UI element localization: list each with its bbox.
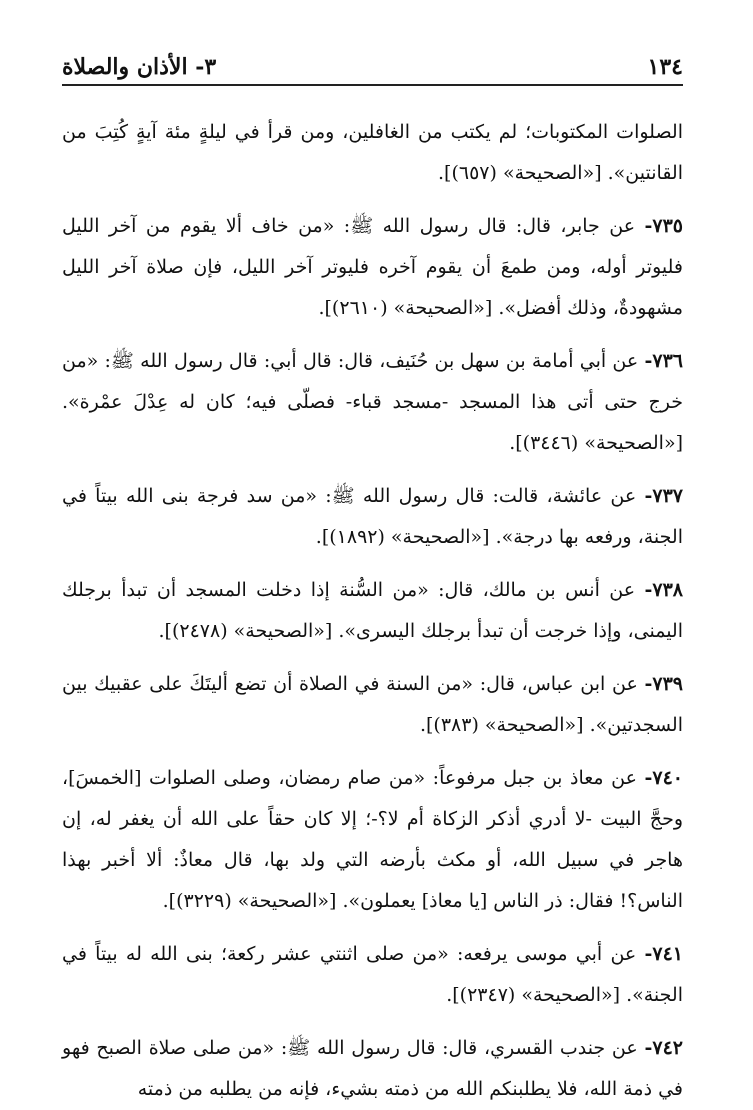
hadith-number: ٧٣٩- xyxy=(644,673,683,695)
hadith-738 xyxy=(62,570,683,652)
hadith-740 xyxy=(62,758,683,922)
hadith-number: ٧٣٧- xyxy=(644,485,683,507)
hadith-742 xyxy=(62,1028,683,1110)
hadith-739 xyxy=(62,664,683,746)
hadith-number: ٧٣٦- xyxy=(644,350,683,372)
hadith-736 xyxy=(62,341,683,464)
hadith-735 xyxy=(62,206,683,329)
hadith-text: عن معاذ بن جبل مرفوعاً: «من صام رمضان، وصلى الصلوات [الخمسَ]، وحجَّ البيت -لا أدري أذكر الزكاة أم لا؟-؛ إلا كان حقاً على الله أن يغفر له، إن هاجر في سبيل الله، أو مكث بأرضه التي ولد بها، قال معاذٌ: ألا أخبر بهذا الناس؟! فقال: ذر الناس [يا معاذ] يعملون». [«الصحيحة» (٣٢٢٩)]. xyxy=(62,767,683,912)
hadith-text: عن جابر، قال: قال رسول الله ﷺ: «من خاف ألا يقوم من آخر الليل فليوتر أوله، ومن طمعَ أن يقوم آخره فليوتر آخر الليل، فإن صلاة آخر الليل مشهودةٌ، وذلك أفضل». [«الصحيحة» (٢٦١٠)]. xyxy=(62,215,683,319)
page-number: ١٣٤ xyxy=(647,54,683,80)
hadith-741 xyxy=(62,934,683,1016)
hadith-number: ٧٣٨- xyxy=(644,579,683,601)
hadith-text: عن جندب القسري، قال: قال رسول الله ﷺ: «من صلى صلاة الصبح فهو في ذمة الله، فلا يطلبنكم الله من ذمته بشيء، فإنه من يطلبه من ذمته xyxy=(62,1037,683,1100)
hadith-text: عن عائشة، قالت: قال رسول الله ﷺ: «من سد فرجة بنى الله بيتاً في الجنة، ورفعه بها درجة». [«الصحيحة» (١٨٩٢)]. xyxy=(62,485,683,548)
header-rule xyxy=(62,84,683,86)
page-body xyxy=(62,112,683,1100)
page-header xyxy=(62,40,683,80)
hadith-number: ٧٤٠- xyxy=(644,767,683,789)
hadith-text: عن أبي أمامة بن سهل بن حُنَيف، قال: قال أبي: قال رسول الله ﷺ: «من خرج حتى أتى هذا المسجد -مسجد قباء- فصلّى فيه؛ كان له عِدْلَ عمْرة». [«الصحيحة» (٣٤٤٦)]. xyxy=(62,350,683,454)
paragraph-continuation xyxy=(62,112,683,194)
hadith-text: عن أنس بن مالك، قال: «من السُّنة إذا دخلت المسجد أن تبدأ برجلك اليمنى، وإذا خرجت أن تبدأ برجلك اليسرى». [«الصحيحة» (٢٤٧٨)]. xyxy=(62,579,683,642)
hadith-text: عن أبي موسى يرفعه: «من صلى اثنتي عشر ركعة؛ بنى الله له بيتاً في الجنة». [«الصحيحة» (٢٣٤٧)]. xyxy=(62,943,683,1006)
hadith-number: ٧٤٢- xyxy=(644,1037,683,1059)
hadith-text: عن ابن عباس، قال: «من السنة في الصلاة أن تضع أليتَكَ على عقبيك بين السجدتين». [«الصحيحة» (٣٨٣)]. xyxy=(62,673,683,736)
chapter-title: ٣- الأذان والصلاة xyxy=(62,54,217,80)
hadith-number: ٧٤١- xyxy=(644,943,683,965)
paragraph-text: الصلوات المكتوبات؛ لم يكتب من الغافلين، ومن قرأ في ليلةٍ مئة آيةٍ كُتِبَ من القانتين». [«الصحيحة» (٦٥٧)]. xyxy=(62,121,683,184)
hadith-number: ٧٣٥- xyxy=(644,215,683,237)
hadith-737 xyxy=(62,476,683,558)
